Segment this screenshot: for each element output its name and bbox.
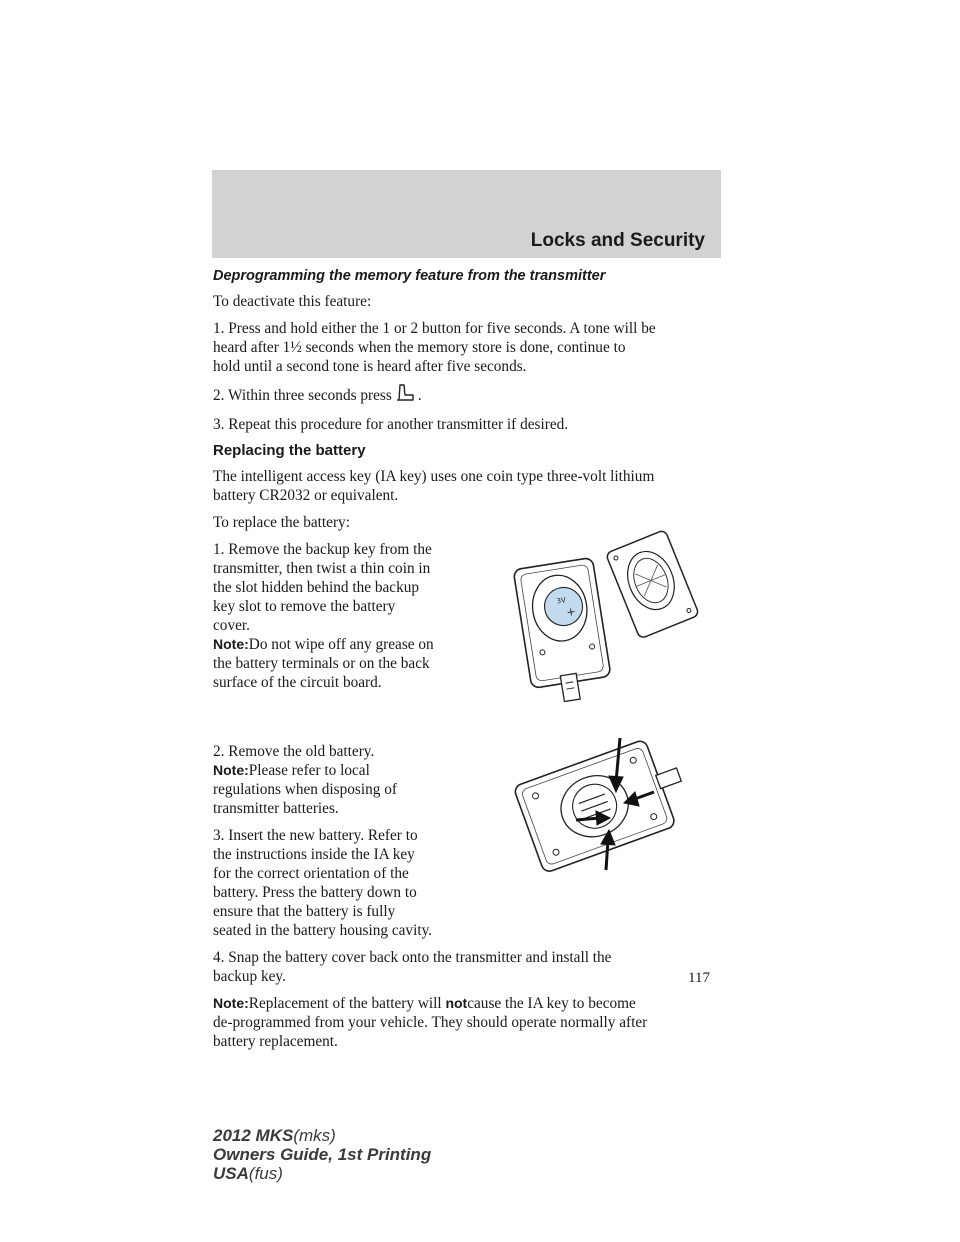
step3-line: battery. Press the battery down to [213,884,417,901]
section-title: Locks and Security [530,230,705,251]
step1-text-line: cover. [213,617,250,634]
step3-line: seated in the battery housing cavity. [213,922,433,939]
deprogramming-step-1 [213,319,723,376]
deprogramming-step-3: 3. Repeat this procedure for another transmitter if desired. [213,416,569,433]
footer-region: USA [213,1164,249,1183]
step1-line3: hold until a second tone is heard after five seconds. [213,358,527,375]
step2-suffix: . [417,387,422,404]
replacing-battery-heading: Replacing the battery [213,442,366,459]
section-header-band [212,170,721,258]
step1-line1: 1. Press and hold either the 1 or 2 button for five seconds. A tone will be [213,320,656,337]
deprogramming-step-2 [213,384,723,407]
note-label: Note: [213,762,249,778]
step1-text-line: the slot hidden behind the backup [213,579,420,596]
document-footer [213,1126,431,1183]
note3-text: Replacement of the battery will [248,995,446,1012]
battery-intro-line2: battery CR2032 or equivalent. [213,487,399,504]
step1-text-line: key slot to remove the battery [213,598,396,615]
note-label: Note: [213,995,249,1011]
footer-model-code: (mks) [293,1126,336,1145]
footer-region-code: (fus) [248,1164,283,1183]
note1-line: Do not wipe off any grease on [248,636,434,653]
battery-step-4 [213,948,723,986]
note3-text: battery replacement. [213,1033,338,1050]
battery-insert-illustration [496,730,696,885]
step3-line: for the correct orientation of the [213,865,409,882]
step3-line: ensure that the battery is fully [213,903,396,920]
deprogramming-heading: Deprogramming the memory feature from the transmitter [213,268,606,284]
svg-text:+: + [565,604,577,620]
battery-step-3 [213,826,475,940]
battery-step1-block [213,540,723,692]
note3-text: cause the IA key to become [467,995,636,1012]
battery-note-1 [213,635,475,692]
step1-text-line: transmitter, then twist a thin coin in [213,560,431,577]
step4-line: 4. Snap the battery cover back onto the transmitter and install the [213,949,612,966]
step3-line: 3. Insert the new battery. Refer to [213,827,418,844]
step1-line2: heard after 1½ seconds when the memory store is done, continue to [213,339,626,356]
deprogramming-intro: To deactivate this feature: [213,293,372,310]
page-number: 117 [688,970,710,986]
note2-line: regulations when disposing of [213,781,397,798]
battery-intro [213,467,723,505]
memory-seat-icon [395,384,415,407]
step4-line: backup key. [213,968,286,985]
step2-prefix: 2. Within three seconds press [213,387,392,404]
footer-guide: Owners Guide, 1st Printing [213,1145,432,1164]
step1-text-line: 1. Remove the backup key from the [213,541,432,558]
note-label: Note: [213,636,249,652]
note3-text: de-programmed from your vehicle. They should operate normally after [213,1014,648,1031]
note2-line: transmitter batteries. [213,800,339,817]
battery-lead: To replace the battery: [213,514,350,531]
note1-line: the battery terminals or on the back [213,655,430,672]
battery-note-2 [213,761,475,818]
svg-text:3V: 3V [556,596,567,606]
footer-model: 2012 MKS [213,1126,294,1145]
battery-note-3 [213,994,723,1051]
battery-step-1 [213,540,475,635]
battery-step-2: 2. Remove the old battery. [213,743,375,760]
note3-emphasis: not [445,995,468,1011]
note1-line: surface of the circuit board. [213,674,382,691]
transmitter-open-illustration [508,522,713,707]
battery-intro-line1: The intelligent access key (IA key) uses one coin type three-volt lithium [213,468,655,485]
note2-line: Please refer to local [248,762,370,779]
page-content [213,268,723,1059]
battery-step2-3-block [213,742,723,940]
step3-line: the instructions inside the IA key [213,846,415,863]
